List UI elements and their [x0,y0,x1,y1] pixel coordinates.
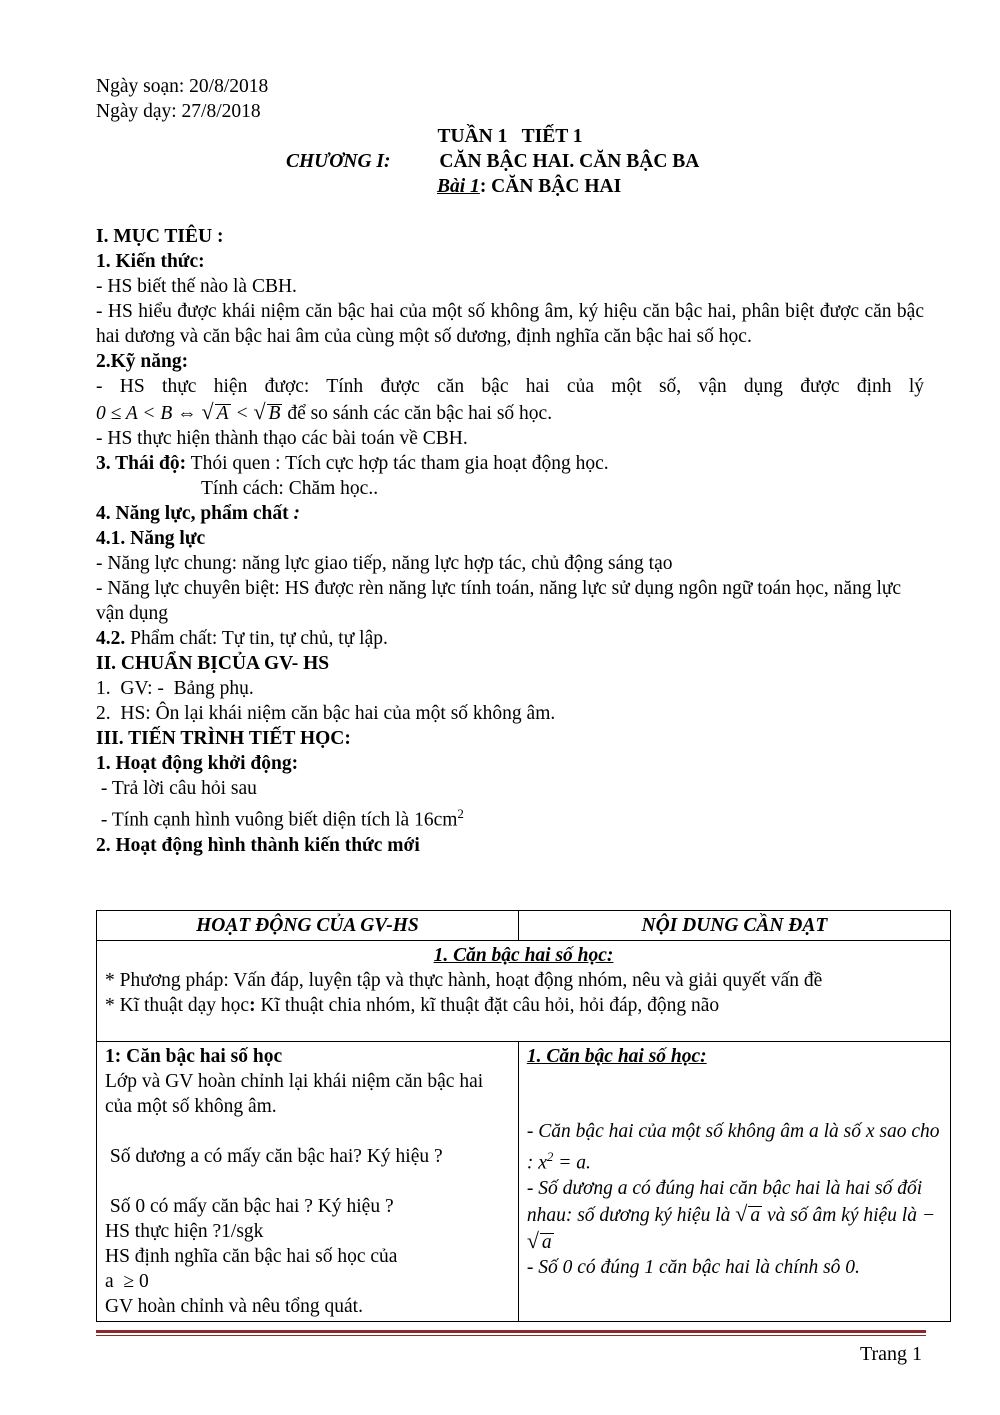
lesson-label: Bài 1 [437,176,480,197]
left-line-2: Số dương a có mấy căn bậc hai? Ký hiệu ? [105,1146,443,1167]
thai-do-label: 3. Thái độ: [96,453,187,474]
footer-rule [96,1330,926,1336]
nang-luc-heading-line [96,501,924,526]
ky-thuat-line: * Kĩ thuật dạy học: Kĩ thuật chia nhóm, kĩ thuật đặt câu hỏi, hỏi đáp, động não [105,995,720,1016]
right-line-1-tail: = a. [553,1152,591,1174]
table-header-row [97,911,951,941]
kien-thuc-item-1: - HS biết thế nào là CBH. [96,276,297,297]
khoi-dong-heading: 1. Hoạt động khởi động: [96,753,299,774]
thai-do-text: Thói quen : Tích cực hợp tác tham gia hoạt động học. [186,453,609,474]
right-line-2: - Số dương a có đúng hai căn bậc hai là hai số đối nhau: số dương ký hiệu là √ a và số âm ký hiệu là − √ a [526,1177,936,1253]
col-header-activities: HOẠT ĐỘNG CỦA GV-HS [97,911,519,941]
nang-luc-sub: 4.1. Năng lực [96,528,206,549]
left-line-1: Lớp và GV hoàn chỉnh lại khái niệm căn bậc hai của một số không âm. [105,1071,484,1117]
col-header-content: NỘI DUNG CẦN ĐẠT [518,911,950,941]
left-line-7: GV hoàn chỉnh và nêu tổng quát. [105,1296,363,1317]
activity-table [96,910,951,1322]
ky-nang-item-1: - HS thực hiện được: Tính được căn bậc hai của một số, vận dụng được định lý [96,376,924,397]
left-line-3: Số 0 có mấy căn bậc hai ? Ký hiệu ? [105,1196,394,1217]
left-cell [97,1042,519,1322]
left-line-6: a ≥ 0 [105,1271,149,1292]
muc-tieu-heading: I. MỤC TIÊU : [96,226,224,247]
ky-nang-item-2: - HS thực hiện thành thạo các bài toán về CBH. [96,428,468,449]
pham-chat-text: Phẩm chất: Tự tin, tự chủ, tự lập. [125,628,388,649]
chapter-label: CHƯƠNG I: [286,151,391,172]
lesson-title [96,174,924,199]
hinh-thanh-heading: 2. Hoạt động hình thành kiến thức mới [96,834,420,856]
nang-luc-heading: 4. Năng lực, phẩm chất [96,503,289,524]
pham-chat-line [96,626,924,651]
chuan-bi-hs: 2. HS: Ôn lại khái niệm căn bậc hai của một số không âm. [96,703,556,724]
tien-trinh-heading: III. TIẾN TRÌNH TIẾT HỌC: [96,728,351,749]
thai-do-line [96,451,924,476]
neg-sqrt-a-symbol: a [541,1231,552,1253]
pham-chat-label: 4.2. [96,628,126,649]
tuan-tiet [96,124,924,149]
thai-do-line-2: Tính cách: Chăm học.. [201,478,379,499]
ngay-day: Ngày dạy: 27/8/2018 [96,101,261,122]
nang-luc-chung: - Năng lực chung: năng lực giao tiếp, năng lực hợp tác, chủ động sáng tạo [96,553,673,574]
nang-luc-chuyen-biet: - Năng lực chuyên biệt: HS được rèn năng lực tính toán, năng lực sử dụng ngôn ngữ toán học, năng lực vận dụng [96,578,902,624]
ky-nang-formula-line [96,399,924,426]
chuan-bi-heading: II. CHUẨN BỊCỦA GV- HS [96,653,330,674]
nang-luc-colon: : [288,503,301,524]
kien-thuc-heading: 1. Kiến thức: [96,251,205,272]
page-number: Trang 1 [859,1343,922,1365]
lesson-plan-page [96,74,924,858]
right-line-2-text: - Số dương a có đúng hai căn bậc hai là hai số đối nhau: số dương ký hiệu là [526,1177,923,1226]
tuan-tiet-text: TUẦN 1 TIẾT 1 [437,126,583,147]
right-heading: 1. Căn bậc hai số học: [526,1046,707,1067]
chapter-title [96,149,924,174]
khoi-dong-item-2: - Tính cạnh hình vuông biết diện tích là 16cm [96,809,458,831]
table-section-row [97,941,951,1042]
left-line-5: HS định nghĩa căn bậc hai số học của [105,1246,398,1267]
khoi-dong-item-1: - Trả lời câu hỏi sau [96,778,257,799]
right-line-3: - Số 0 có đúng 1 căn bậc hai là chính sô 0. [526,1256,860,1278]
table-row [97,1042,951,1322]
sqrt-a-symbol: a [750,1204,761,1226]
ngay-soan: Ngày soạn: 20/8/2018 [96,76,269,97]
left-heading: 1: Căn bậc hai số học [105,1046,283,1067]
ky-nang-heading: 2.Kỹ năng: [96,351,189,372]
khoi-dong-sup: 2 [457,806,464,821]
lesson-name: : CĂN BẬC HAI [479,176,622,197]
khoi-dong-item-2-line [96,801,924,833]
chapter-name: CĂN BẬC HAI. CĂN BẬC BA [439,151,700,172]
right-line-1-text: - Căn bậc hai của một số không âm a là số x sao cho : x [526,1121,940,1174]
phuong-phap: * Phương pháp: Vấn đáp, luyện tập và thực hành, hoạt động nhóm, nêu và giải quyết vấn đề [105,970,823,991]
right-cell [518,1042,950,1322]
ky-nang-formula-tail: để so sánh các căn bậc hai số học. [282,403,553,424]
right-line-2-mid: và số âm ký hiệu là [762,1204,922,1226]
left-line-4: HS thực hiện ?1/sgk [105,1221,264,1242]
inequality-formula: 0 ≤ A < B ⇔ √ A < √ B [96,399,281,424]
right-line-1-sup: 2 [546,1149,554,1164]
section-title: 1. Căn bậc hai số học: [433,945,614,966]
section-cell [97,941,951,1042]
ky-thuat-label: * Kĩ thuật dạy học [105,995,250,1016]
kien-thuc-item-2: - HS hiểu được khái niệm căn bậc hai của một số không âm, ký hiệu căn bậc hai, phân biệt được căn bậc hai dương và căn bậc hai âm của cùng một số dương, định nghĩa căn bậc hai số học. [96,301,924,347]
right-line-1 [527,1119,942,1176]
chuan-bi-gv: 1. GV: - Bảng phụ. [96,678,254,699]
ky-thuat-text: Kĩ thuật chia nhóm, kĩ thuật đặt câu hỏi, hỏi đáp, động não [255,995,720,1016]
